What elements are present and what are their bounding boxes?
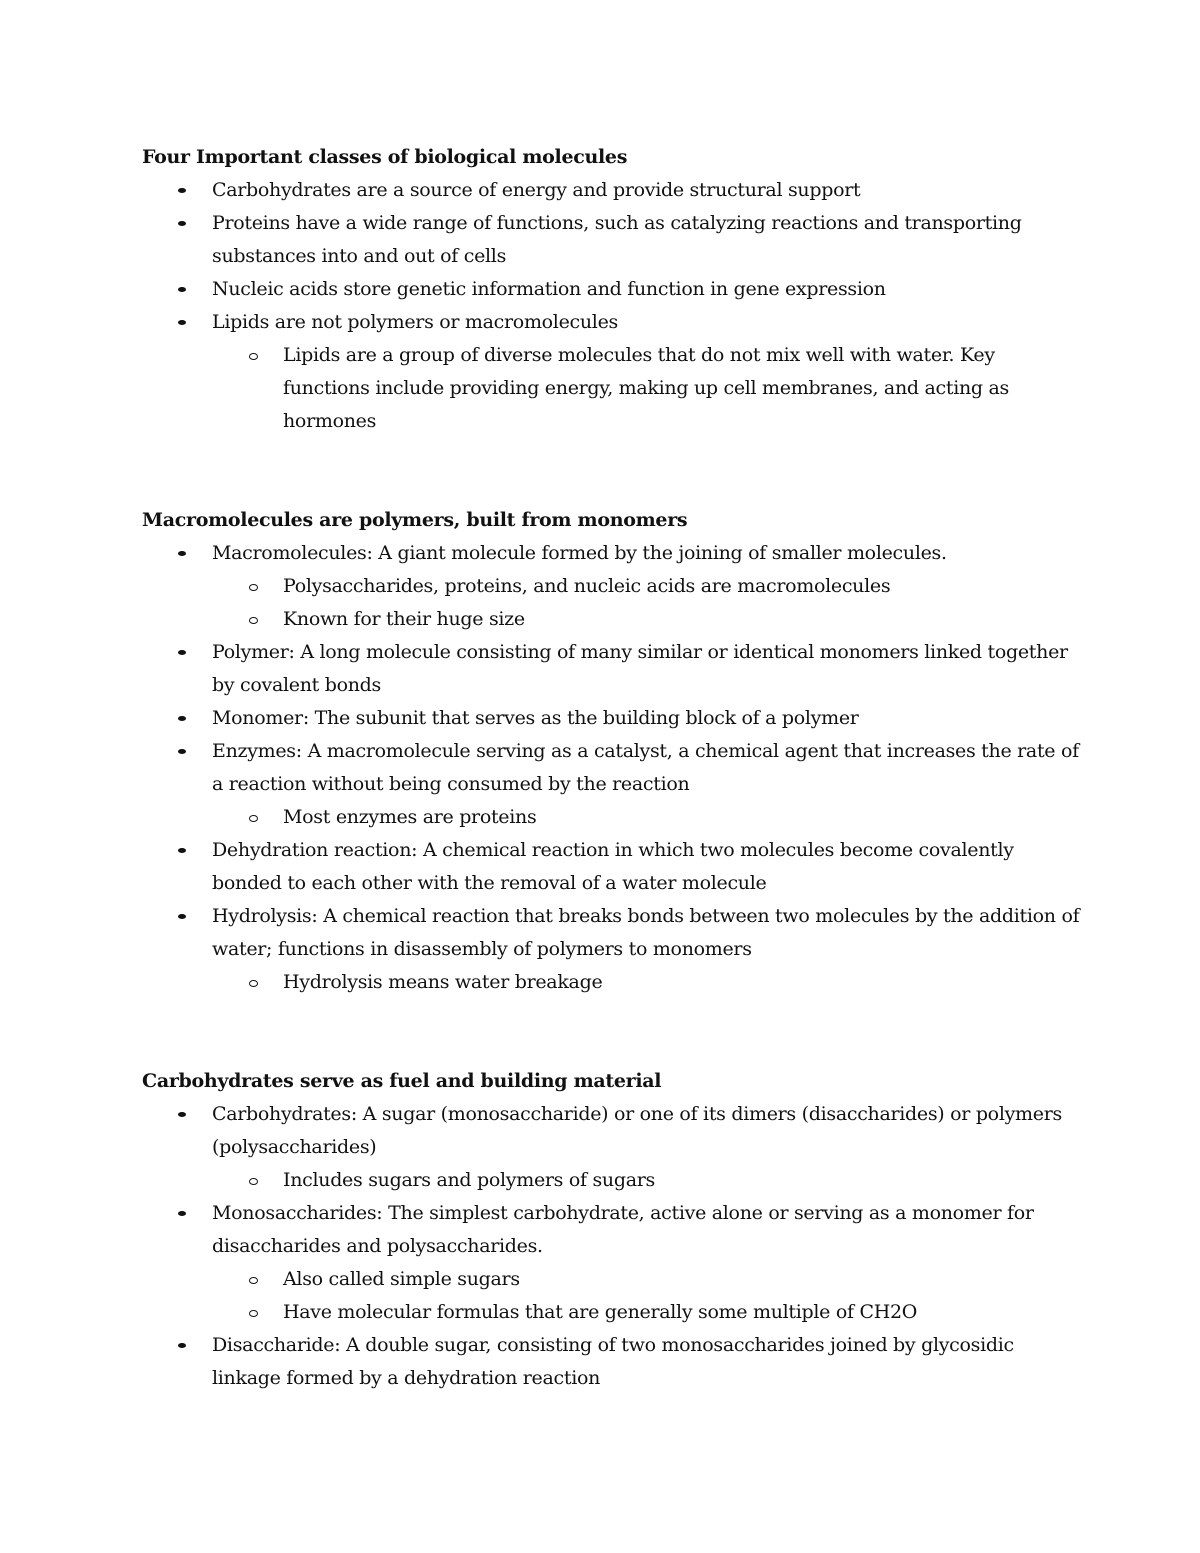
sub-list-item — [142, 801, 1082, 834]
section-biological-molecules — [142, 141, 1082, 438]
bullet-icon — [178, 551, 186, 556]
sub-list-item-text: Most enzymes are proteins — [283, 806, 537, 828]
bullet-icon — [178, 848, 186, 853]
section-heading: Macromolecules are polymers, built from monomers — [142, 509, 688, 531]
bullet-list — [142, 1098, 1082, 1395]
list-item — [142, 735, 1082, 801]
list-item-text: Monosaccharides: The simplest carbohydrate, active alone or serving as a monomer for disaccharides and polysaccharides. — [212, 1202, 1034, 1257]
sub-list-item-text: Hydrolysis means water breakage — [283, 971, 603, 993]
list-item — [142, 273, 1082, 306]
circle-bullet-icon — [249, 617, 258, 624]
bullet-icon — [178, 650, 186, 655]
circle-bullet-icon — [249, 815, 258, 822]
bullet-icon — [178, 287, 186, 292]
sub-list-item — [142, 966, 1082, 999]
bullet-icon — [178, 188, 186, 193]
circle-bullet-icon — [249, 980, 258, 987]
list-item-text: Macromolecules: A giant molecule formed by the joining of smaller molecules. — [212, 542, 947, 564]
bullet-icon — [178, 716, 186, 721]
sub-list-item-text: Polysaccharides, proteins, and nucleic acids are macromolecules — [283, 575, 891, 597]
list-item — [142, 636, 1082, 702]
bullet-list — [142, 537, 1082, 999]
circle-bullet-icon — [249, 353, 258, 360]
list-item-text: Lipids are not polymers or macromolecules — [212, 311, 618, 333]
list-item-text: Nucleic acids store genetic information and function in gene expression — [212, 278, 886, 300]
sub-list-item-text: Lipids are a group of diverse molecules that do not mix well with water. Key functions include providing energy, making up cell membranes, and acting as hormones — [283, 344, 1009, 432]
bullet-icon — [178, 320, 186, 325]
sub-list-item — [142, 1263, 1082, 1296]
list-item — [142, 1197, 1082, 1263]
list-item-text: Dehydration reaction: A chemical reaction in which two molecules become covalently bonded to each other with the removal of a water molecule — [212, 839, 1014, 894]
sub-list-item — [142, 603, 1082, 636]
bullet-icon — [178, 1343, 186, 1348]
circle-bullet-icon — [249, 1310, 258, 1317]
list-item-text: Carbohydrates: A sugar (monosaccharide) or one of its dimers (disaccharides) or polymers (polysaccharides) — [212, 1103, 1062, 1158]
bullet-icon — [178, 221, 186, 226]
list-item — [142, 900, 1082, 966]
circle-bullet-icon — [249, 584, 258, 591]
bullet-icon — [178, 914, 186, 919]
sub-list-item — [142, 1164, 1082, 1197]
section-macromolecules — [142, 504, 1082, 999]
sub-list-item — [142, 1296, 1082, 1329]
list-item — [142, 702, 1082, 735]
bullet-list — [142, 174, 1082, 438]
list-item — [142, 306, 1082, 339]
list-item — [142, 834, 1082, 900]
list-item — [142, 537, 1082, 570]
list-item-text: Enzymes: A macromolecule serving as a catalyst, a chemical agent that increases the rate of a reaction without being consumed by the reaction — [212, 740, 1079, 795]
bullet-icon — [178, 749, 186, 754]
list-item — [142, 1098, 1082, 1164]
list-item — [142, 174, 1082, 207]
section-heading: Four Important classes of biological molecules — [142, 146, 628, 168]
bullet-icon — [178, 1112, 186, 1117]
list-item-text: Disaccharide: A double sugar, consisting of two monosaccharides joined by glycosidic linkage formed by a dehydration reaction — [212, 1334, 1014, 1389]
list-item — [142, 1329, 1082, 1395]
sub-list-item — [142, 339, 1082, 438]
section-carbohydrates — [142, 1065, 1082, 1395]
list-item-text: Hydrolysis: A chemical reaction that breaks bonds between two molecules by the addition of water; functions in disassembly of polymers to monomers — [212, 905, 1080, 960]
bullet-icon — [178, 1211, 186, 1216]
list-item-text: Monomer: The subunit that serves as the building block of a polymer — [212, 707, 859, 729]
sub-list-item-text: Also called simple sugars — [283, 1268, 520, 1290]
sub-list-item-text: Includes sugars and polymers of sugars — [283, 1169, 655, 1191]
sub-list-item-text: Known for their huge size — [283, 608, 525, 630]
list-item-text: Carbohydrates are a source of energy and provide structural support — [212, 179, 861, 201]
list-item-text: Proteins have a wide range of functions, such as catalyzing reactions and transporting substances into and out of cells — [212, 212, 1022, 267]
list-item — [142, 207, 1082, 273]
section-heading: Carbohydrates serve as fuel and building material — [142, 1070, 662, 1092]
circle-bullet-icon — [249, 1277, 258, 1284]
circle-bullet-icon — [249, 1178, 258, 1185]
sub-list-item — [142, 570, 1082, 603]
sub-list-item-text: Have molecular formulas that are generally some multiple of CH2O — [283, 1301, 918, 1323]
list-item-text: Polymer: A long molecule consisting of many similar or identical monomers linked together by covalent bonds — [212, 641, 1068, 696]
